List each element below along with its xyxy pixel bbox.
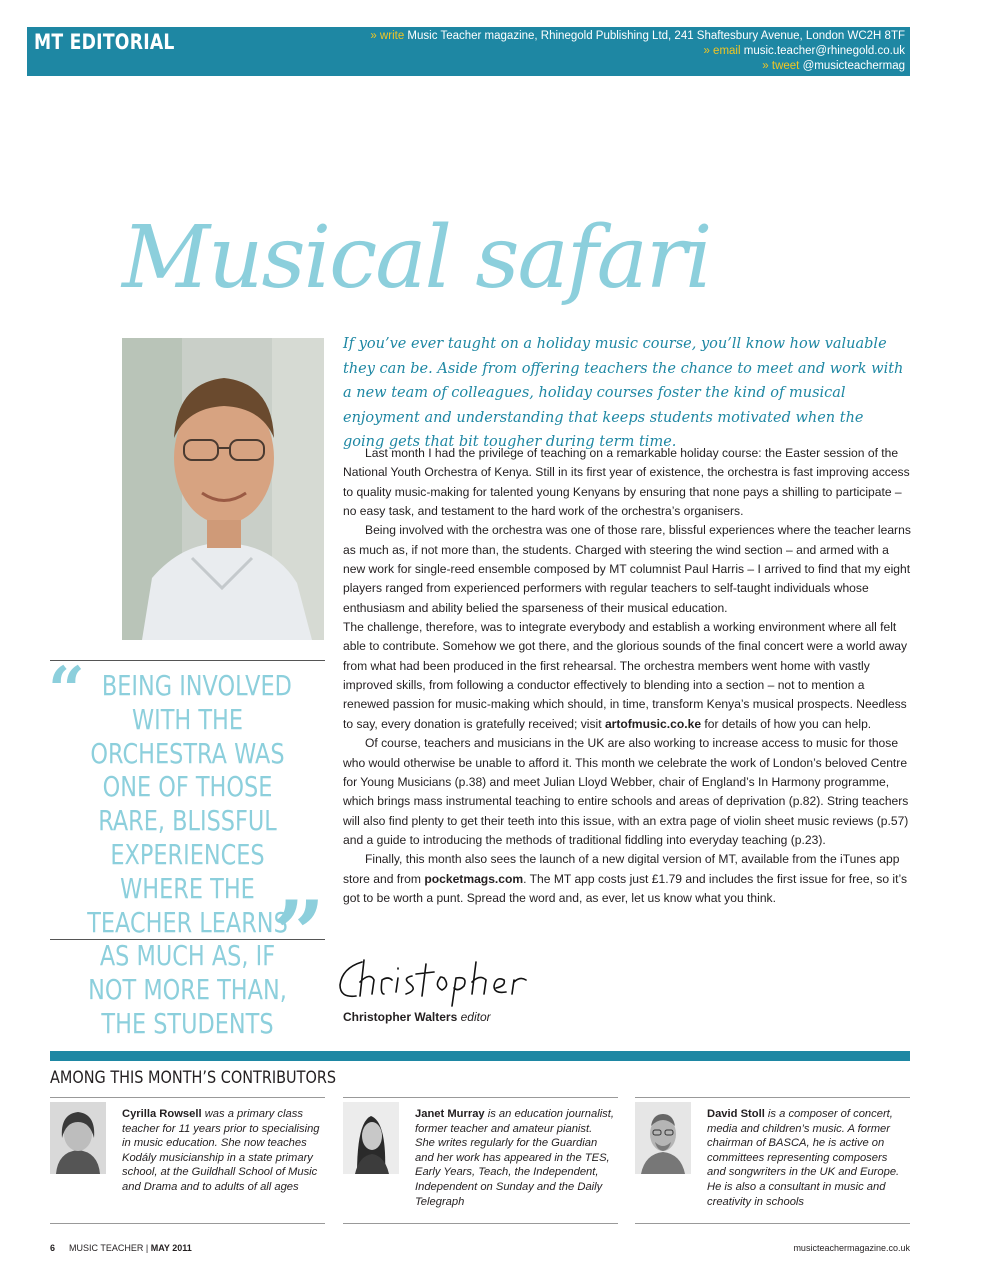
contributor-description: was a primary class teacher for 11 years prior to specialising in music education. She now teaches Kodály musicianship in a state primary school, at the Guildhall School of Music and Drama and to adults of all ages: [122, 1108, 320, 1193]
article-body: [343, 444, 911, 908]
footer-url[interactable]: musicteachermagazine.co.uk: [793, 1243, 910, 1253]
paragraph-2: Being involved with the orchestra was one of those rare, blissful experiences where the teacher learns as much as, if not more than, the students. Charged with steering the wind section – and armed with a new work for single-reed ensemble composed by MT columnist Paul Harris – I arrived to find that my eight players ranged from experienced performers with regular teachers to self-taught individuals whose enthusiasm and ability belied the sparseness of their musical education.: [343, 523, 911, 615]
open-quote-icon: “: [48, 653, 85, 728]
contributors-title: AMONG THIS MONTH’S CONTRIBUTORS: [50, 1068, 337, 1088]
page-number: 6: [50, 1243, 56, 1253]
paragraph-5: [343, 850, 911, 908]
contributor-name: David Stoll: [707, 1108, 765, 1120]
magazine-name: MUSIC TEACHER: [69, 1243, 144, 1253]
pocketmags-link[interactable]: pocketmags.com: [424, 871, 524, 886]
paragraph-5-text: Finally, this month also sees the launch of a new digital version of MT, available from the iTunes app store and from: [343, 852, 900, 886]
contributor-bio: [122, 1107, 325, 1195]
close-quote-icon: ”: [273, 881, 325, 987]
standfirst: If you’ve ever taught on a holiday music course, you’ll know how valuable they can be. Aside from offering teachers the chance to meet and work with a new team of colleagues, holiday courses foster the kind of musical enjoyment and understanding that keeps students motivated when the going gets that bit tougher during term time.: [343, 336, 904, 450]
contributor-bio: [707, 1107, 907, 1209]
pull-quote: [48, 653, 325, 1040]
write-label: » write: [370, 30, 405, 42]
contributor-photo: [50, 1102, 106, 1174]
contributor-card: [50, 1097, 325, 1224]
paragraph-4: Of course, teachers and musicians in the UK are also working to increase access to music for those who would otherwise be unable to afford it. This month we celebrate the work of London’s beloved Centre for Young Musicians (p.38) and meet Julian Lloyd Webber, chair of England’s In Harmony programme, which brings mass instrumental teaching to entire schools and areas of deprivation (p.82). String teachers will also find plenty to get their teeth into this issue, with an extra page of violin sheet music reviews (p.57) and a guide to introducing the methods of traditional fiddling into everyday teaching (p.23).: [343, 736, 909, 847]
contact-info: [370, 29, 905, 74]
email-address[interactable]: music.teacher@rhinegold.co.uk: [743, 45, 905, 57]
paragraph-3-end: for details of how you can help.: [701, 716, 872, 731]
contributor-bio: [415, 1107, 615, 1209]
section-title: MT EDITORIAL: [34, 30, 175, 54]
paragraph-3-text: The challenge, therefore, was to integrate everybody and establish a working environment where all felt able to contribute. Somehow we got there, and the glorious sounds of the final concert were a world away from what had been produced in the first rehearsal. The orchestra members went home with vastly improved skills, from following a conductor effectively to blending into a section – not to mention a renewed passion for music-making which should, in time, transform Kenya’s musical prospects. Needless to say, every donation is gratefully received; visit: [343, 620, 908, 731]
contributor-card: [343, 1097, 618, 1224]
contributor-description: is an education journalist, former teacher and amateur pianist. She writes regularly for the Guardian and her work has appeared in the TES, Early Years, Teach, the Independent, Independent on Sunday and the Daily Telegraph: [415, 1108, 614, 1208]
headline: Musical safari: [122, 208, 711, 308]
footer-separator: |: [145, 1243, 149, 1253]
write-address: Music Teacher magazine, Rhinegold Publishing Ltd, 241 Shaftesbury Avenue, London WC2H 8TF: [407, 30, 905, 42]
footer-left: [50, 1243, 192, 1253]
email-label: » email: [703, 45, 741, 57]
header-bar: [27, 27, 910, 76]
contributor-photo: [635, 1102, 691, 1174]
paragraph-1: Last month I had the privilege of teaching on a remarkable holiday course: the Easter session of the National Youth Orchestra of Kenya. Still in its first year of existence, the orchestra is fast improving access to quality music-making for talented young Kenyans by ensuring that none pays a shilling to participate – no easy task, and testament to the hard work of the orchestra’s organisers.: [343, 446, 910, 519]
contributors-divider: [50, 1051, 910, 1061]
pull-quote-body: BEING INVOLVED WITH THE ORCHESTRA WAS ONE OF THOSE RARE, BLISSFUL EXPERIENCES WHERE THE TEACHER LEARNS AS MUCH AS, IF NOT MORE THAN, THE STUDENTS: [87, 669, 292, 1040]
contributor-name: Cyrilla Rowsell: [122, 1108, 202, 1120]
contributor-description: is a composer of concert, media and children’s music. A former chairman of BASCA, he is active on committees representing composers and songwriters in the UK and Europe. He is also a consultant in music and creativity in schools: [707, 1108, 900, 1208]
paragraph-3: [343, 618, 911, 734]
contributor-name: Janet Murray: [415, 1108, 485, 1120]
contributor-card: [635, 1097, 910, 1224]
editor-signature: [330, 950, 530, 1008]
author-role: editor: [460, 1010, 491, 1024]
author-credit: [343, 1010, 491, 1024]
issue-date: MAY 2011: [150, 1243, 192, 1253]
pull-quote-text: [78, 669, 298, 1041]
tweet-label: » tweet: [762, 60, 800, 72]
twitter-handle[interactable]: @musicteachermag: [802, 60, 905, 72]
author-name: Christopher Walters: [343, 1010, 458, 1024]
artofmusic-link[interactable]: artofmusic.co.ke: [604, 716, 702, 731]
editor-photo: [122, 338, 324, 640]
contributor-photo: [343, 1102, 399, 1174]
paragraph-5-end: . The MT app costs just £1.79 and includes the first issue for free, so it’s got to be worth a punt. Spread the word and, as ever, let us know what you think.: [343, 871, 907, 905]
